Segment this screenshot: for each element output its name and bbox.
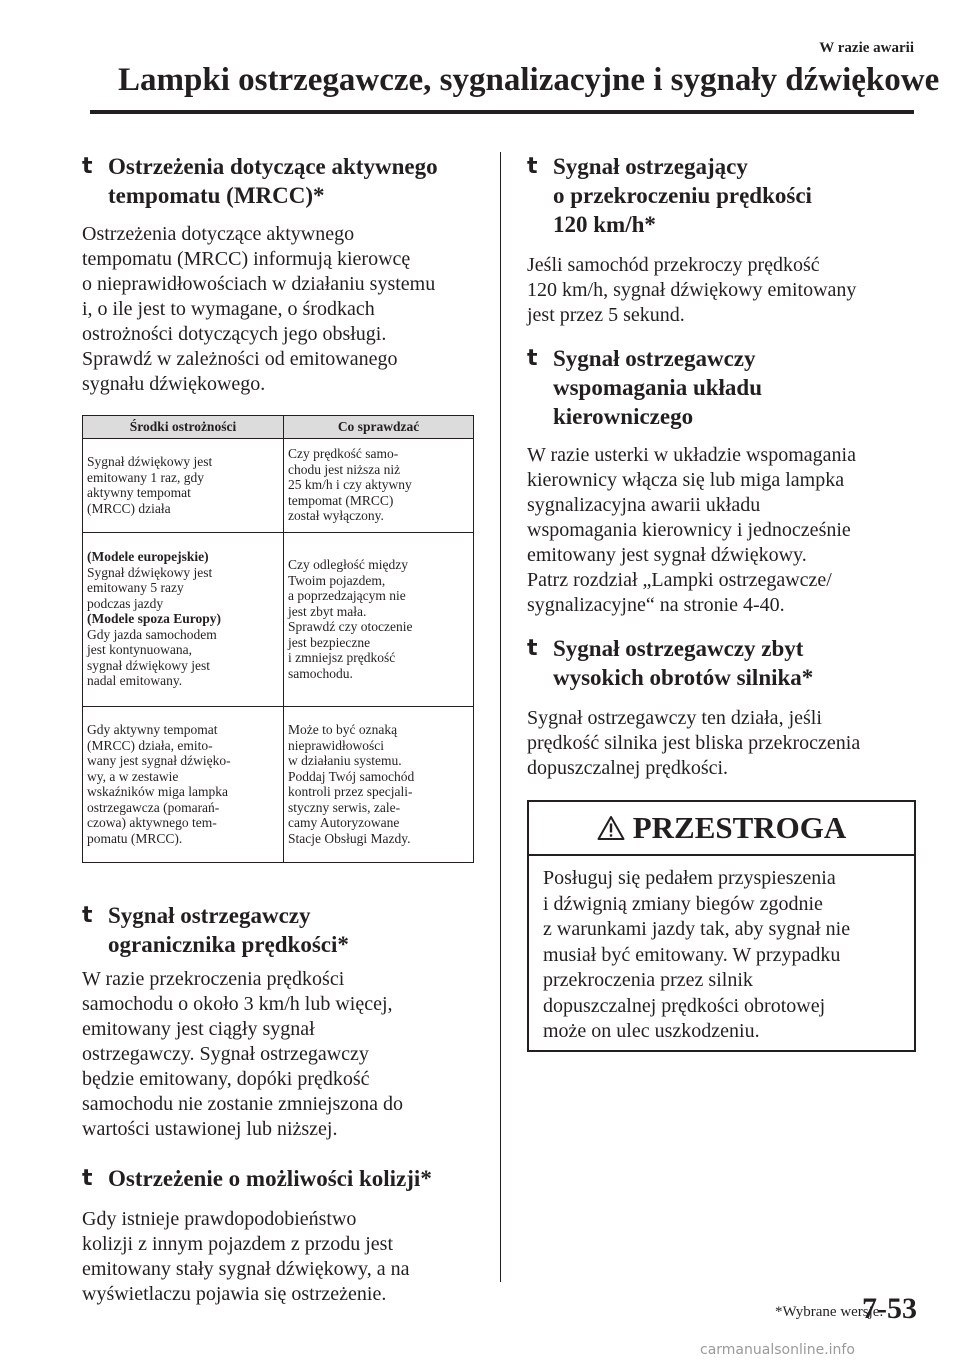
cell-line: Gdy jazda samochodem [87, 626, 217, 642]
cell-line: tempomat (MRCC) [288, 492, 394, 508]
cell-line-bold: (Modele europejskie) [87, 549, 209, 565]
cell-line: styczny serwis, zale- [288, 799, 401, 815]
heading-line: wysokich obrotów silnika* [553, 665, 814, 690]
text-line: emitowany jest ciągły sygnał [82, 1017, 315, 1040]
text-line: wspomagania kierownicy i jednocześnie [527, 519, 851, 541]
heading-line: o przekroczeniu prędkości [553, 183, 812, 208]
table-header-cell: Środki ostrożności [83, 416, 284, 439]
text-line: jest przez 5 sekund. [527, 304, 685, 326]
text-line: sygnału dźwiękowego. [82, 373, 266, 395]
cell-line: Stacje Obsługi Mazdy. [288, 830, 411, 846]
watermark: carmanualsonline.info [700, 1342, 855, 1358]
heading-text [108, 901, 349, 959]
cell-line: i zmniejsz prędkość [288, 650, 396, 665]
left-column [82, 152, 474, 1307]
para-speed-limiter [82, 967, 474, 1142]
mrcc-warning-table [82, 415, 474, 863]
para-engine-rpm-warning [527, 706, 915, 781]
cell-line: Czy odległość między [288, 557, 408, 572]
footnote: *Wybrane wersje. [775, 1304, 884, 1320]
cell-line: Twoim pojazdem, [288, 572, 386, 588]
cell-line: emitowany 5 razy [87, 580, 184, 596]
text-line: Patrz rozdział „Lampki ostrzegawcze/ [527, 569, 832, 591]
text-line: Sprawdź w zależności od emitowanego [82, 348, 398, 370]
cell-line: sygnał dźwiękowy jest [87, 657, 210, 673]
text-line: z warunkami jazdy tak, aby sygnał nie [543, 918, 851, 940]
warning-triangle-icon [597, 815, 625, 841]
text-line: o nieprawidłowościach w działaniu systemu [82, 273, 436, 295]
heading-line: Ostrzeżenie o możliwości kolizji* [108, 1165, 432, 1191]
header-rule [90, 110, 914, 114]
text-line: samochodu nie zostanie zmniejszona do [82, 1092, 404, 1115]
cell-line: (MRCC) działa [87, 500, 171, 516]
section-marker-icon: t [82, 902, 93, 928]
cell-line: emitowany 1 raz, gdy [87, 469, 204, 485]
text-line: ostrzegawczy. Sygnał ostrzegawczy [82, 1042, 369, 1065]
cell-line: camy Autoryzowane [288, 815, 400, 830]
caution-box [527, 800, 916, 1052]
text-line: 120 km/h, sygnał dźwiękowy emitowany [527, 279, 857, 301]
text-line: sygnalizacyjna awarii układu [527, 494, 761, 516]
table-cell-check [284, 706, 474, 862]
cell-line: wy, a w zestawie [87, 768, 179, 784]
section-marker-icon: t [527, 346, 538, 371]
text-line: W razie usterki w układzie wspomagania [527, 444, 856, 466]
table-row [83, 438, 474, 532]
text-line: wyświetlaczu pojawia się ostrzeżenie. [82, 1282, 387, 1305]
cell-line: Sygnał dźwiękowy jest [87, 454, 213, 469]
caution-header [529, 802, 914, 856]
section-marker-icon: t [82, 1165, 93, 1191]
heading-speed-limiter [82, 901, 474, 959]
cell-line: Sygnał dźwiękowy jest [87, 564, 213, 580]
heading-line: Ostrzeżenia dotyczące aktywnego [108, 154, 438, 179]
text-line: ostrożności dotyczących jego obsługi. [82, 323, 387, 345]
cell-line: jest zbyt mała. [288, 603, 367, 619]
text-line: i, o ile jest to wymagane, o środkach [82, 298, 375, 320]
cell-line: (MRCC) działa, emito- [87, 737, 213, 753]
heading-line: wspomagania układu [553, 375, 762, 400]
text-line: Ostrzeżenia dotyczące aktywnego [82, 223, 355, 245]
section-marker-icon: t [527, 154, 538, 179]
text-line: Jeśli samochód przekroczy prędkość [527, 254, 820, 276]
caution-title: PRZESTROGA [632, 810, 847, 845]
cell-line: Czy prędkość samo- [288, 446, 399, 462]
heading-text [553, 344, 762, 431]
text-line: tempomatu (MRCC) informują kierowcę [82, 248, 411, 270]
heading-line: Sygnał ostrzegawczy [553, 346, 756, 371]
page-number: 7-53 [862, 1292, 917, 1325]
cell-line: samochodu. [288, 665, 353, 681]
para-collision-warning [82, 1207, 474, 1307]
text-line: emitowany jest sygnał dźwiękowy. [527, 544, 807, 566]
cell-line: podczas jazdy [87, 595, 164, 611]
cell-line: Gdy aktywny tempomat [87, 722, 218, 737]
cell-line-bold: (Modele spoza Europy) [87, 611, 221, 627]
table-row [83, 706, 474, 862]
text-line: sygnalizacyjne“ na stronie 4-40. [527, 594, 785, 616]
heading-power-steering-warning [527, 344, 915, 431]
heading-text [553, 152, 812, 239]
heading-text [553, 634, 813, 692]
page-title: Lampki ostrzegawcze, sygnalizacyjne i sygnały dźwiękowe [118, 62, 940, 98]
text-line: kierownicy włącza się lub miga lampka [527, 469, 845, 491]
text-line: prędkość silnika jest bliska przekroczenia [527, 732, 861, 754]
heading-engine-rpm-warning [527, 634, 915, 692]
cell-line: wany jest sygnał dźwięko- [87, 753, 231, 768]
text-line: dopuszczalnej prędkości obrotowej [543, 994, 826, 1017]
text-line: przekroczenia przez silnik [543, 969, 753, 991]
column-divider [500, 152, 501, 1282]
heading-line: kierowniczego [553, 404, 694, 429]
text-line: dopuszczalnej prędkości. [527, 757, 729, 779]
cell-line: czowa) aktywnego tem- [87, 815, 217, 830]
text-line: będzie emitowany, dopóki prędkość [82, 1067, 370, 1090]
table-header-cell: Co sprawdzać [284, 416, 474, 439]
cell-line: jest bezpieczne [288, 634, 371, 650]
cell-line: chodu jest niższa niż [288, 461, 401, 477]
heading-mrcc-warnings [82, 152, 474, 210]
heading-120kmh-warning [527, 152, 915, 239]
text-line: może on ulec uszkodzeniu. [543, 1020, 760, 1042]
table-cell-precaution [83, 532, 284, 706]
heading-line: 120 km/h* [553, 212, 656, 237]
heading-line: Sygnał ostrzegawczy zbyt [553, 636, 804, 661]
cell-line: w działaniu systemu. [288, 753, 402, 768]
cell-line: pomatu (MRCC). [87, 830, 183, 846]
heading-line: Sygnał ostrzegający [553, 154, 748, 179]
table-cell-check [284, 532, 474, 706]
cell-line: aktywny tempomat [87, 485, 191, 500]
cell-line: jest kontynuowana, [87, 642, 192, 658]
heading-line: tempomatu (MRCC)* [108, 183, 325, 208]
text-line: kolizji z innym pojazdem z przodu jest [82, 1232, 394, 1255]
cell-line: został wyłączony. [288, 508, 384, 524]
text-line: W razie przekroczenia prędkości [82, 967, 345, 990]
cell-line: Może to być oznaką [288, 722, 398, 737]
right-column [527, 152, 915, 781]
heading-text [108, 152, 438, 210]
table-cell-precaution [83, 438, 284, 532]
cell-line: nadal emitowany. [87, 673, 183, 689]
table-header-row [83, 416, 474, 439]
section-marker-icon: t [527, 636, 538, 661]
heading-collision-warning [82, 1164, 474, 1193]
text-line: musiał być emitowany. W przypadku [543, 943, 841, 966]
cell-line: nieprawidłowości [288, 737, 384, 753]
section-marker-icon: t [82, 154, 93, 179]
cell-line: kontroli przez specjali- [288, 784, 413, 799]
text-line: emitowany stały sygnał dźwiękowy, a na [82, 1257, 410, 1280]
text-line: Gdy istnieje prawdopodobieństwo [82, 1207, 357, 1230]
text-line: i dźwignią zmiany biegów zgodnie [543, 892, 823, 915]
cell-line: wskaźników miga lampka [87, 784, 228, 799]
cell-line: Poddaj Twój samochód [288, 768, 415, 784]
heading-line: Sygnał ostrzegawczy [108, 902, 311, 928]
cell-line: Sprawdź czy otoczenie [288, 619, 413, 634]
cell-line: a poprzedzającym nie [288, 588, 406, 603]
text-line: Posługuj się pedałem przyspieszenia [543, 867, 836, 889]
caution-body [529, 856, 914, 1055]
heading-line: ogranicznika prędkości* [108, 931, 349, 957]
table-cell-precaution [83, 706, 284, 862]
table-cell-check [284, 438, 474, 532]
para-power-steering-warning [527, 443, 915, 618]
cell-line: 25 km/h i czy aktywny [288, 477, 412, 493]
text-line: wartości ustawionej lub niższej. [82, 1117, 338, 1140]
para-120kmh-warning [527, 253, 915, 328]
section-label: W razie awarii [819, 40, 914, 56]
table-row [83, 532, 474, 706]
para-mrcc-warnings [82, 222, 474, 397]
cell-line: ostrzegawcza (pomarań- [87, 799, 220, 815]
text-line: samochodu o około 3 km/h lub więcej, [82, 992, 393, 1015]
text-line: Sygnał ostrzegawczy ten działa, jeśli [527, 707, 822, 729]
